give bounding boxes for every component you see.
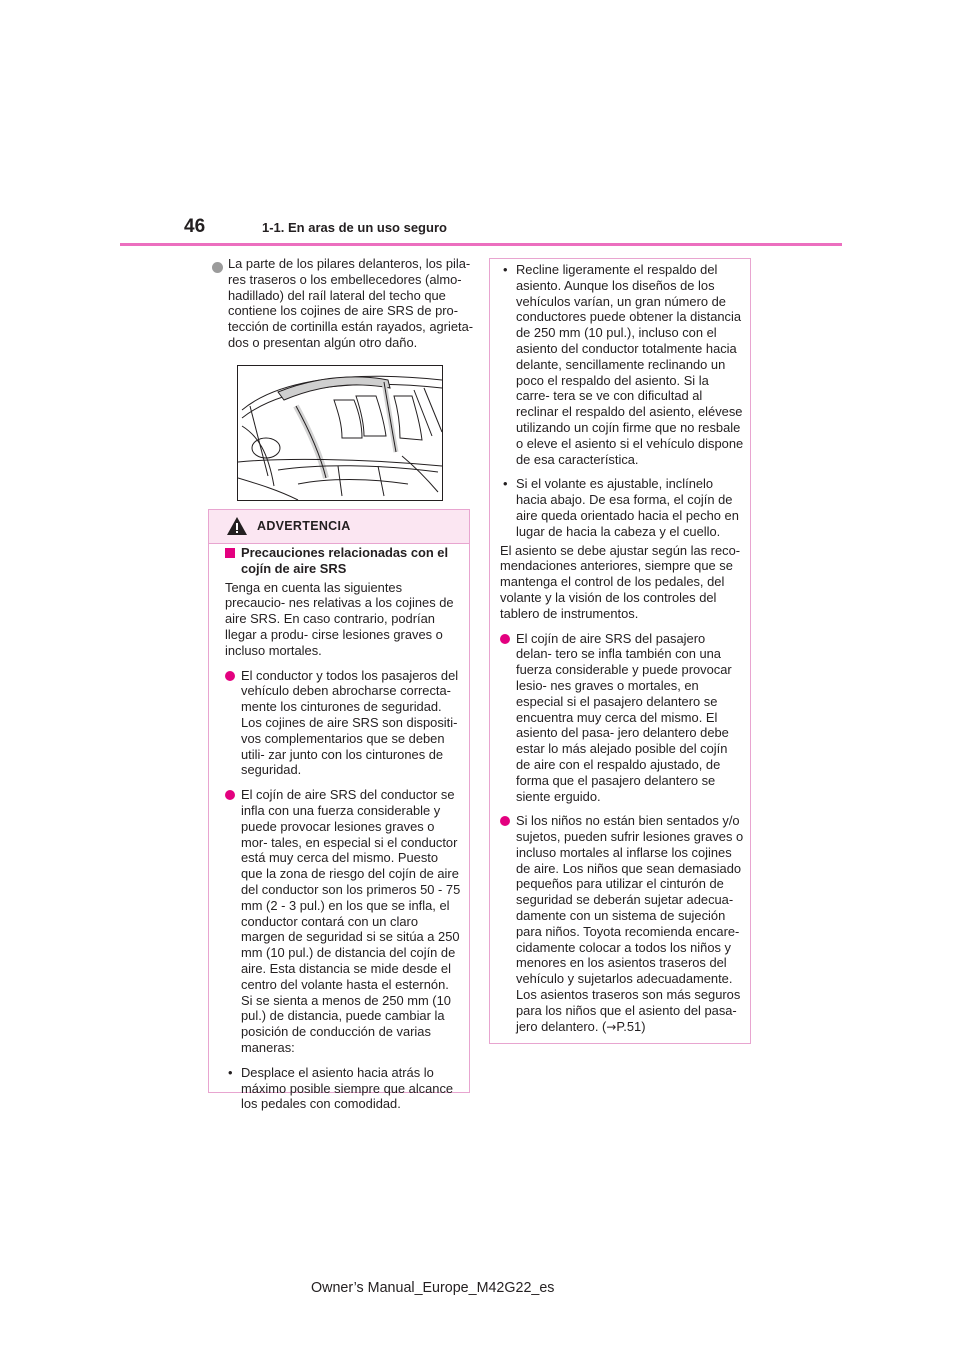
warning-body xyxy=(225,545,461,1112)
dash-bullet-icon: • xyxy=(503,476,508,492)
warning-heading-item xyxy=(225,545,461,577)
warning-box-continued xyxy=(489,258,751,1044)
page-number: 46 xyxy=(184,216,206,237)
warning-dash-1 xyxy=(225,1065,461,1112)
circle-bullet-icon xyxy=(500,816,510,826)
intro-paragraph: La parte de los pilares delanteros, los pila- res traseros o los embellecedores (almo- hadillado) del raíl lateral del techo que contiene los cojines de aire SRS de pro- tección de cortinilla están rayados, agrieta- dos o presentan algún otro daño. xyxy=(228,256,474,350)
warning-triangle-icon xyxy=(226,516,248,536)
circle-bullet-icon xyxy=(225,790,235,800)
circle-bullet-icon xyxy=(500,634,510,644)
section-title: 1-1. En aras de un uso seguro xyxy=(262,220,447,235)
dash-bullet-icon: • xyxy=(503,262,508,277)
warning-dash-2 xyxy=(500,262,744,467)
car-interior-illustration xyxy=(237,365,443,501)
footer-text: Owner’s Manual_Europe_M42G22_es xyxy=(311,1280,555,1296)
dash-bullet-icon: • xyxy=(228,1064,233,1080)
square-bullet-icon xyxy=(225,548,235,558)
warning-item-3 xyxy=(500,631,744,805)
warning-item-1-text: El conductor y todos los pasajeros del vehículo deben abrocharse correcta- mente los cinturones de seguridad. Los cojines de aire SRS son dispositi- vos complementarios que se deben utili- zar junto con los cinturones de seguridad. xyxy=(241,667,459,778)
warning-dash-2-text: Recline ligeramente el respaldo del asiento. Aunque los diseños de los vehículos varían, un gran número de conductores puede obtener la distancia de 250 mm (10 pul.), incluso con el asiento del conductor totalmente hacia delante, sencillamente reclinando un poco el respaldo del asiento. Si la carre- tera se ve con dificultad al reclinar el respaldo del asiento, elévese utilizando un cojín firme que no resbale o eleve el asiento si el vehículo dispone de esa característica. xyxy=(516,262,744,467)
warning-dash-3 xyxy=(500,476,744,539)
warning-item-3-text: El cojín de aire SRS del pasajero delan- tero se infla también con una fuerza considerable y puede provocar lesio- nes graves o mortales, en especial si el pasajero delantero se encuentra muy cerca del mismo. El asiento del pasa- jero delantero debe estar lo más alejado posible del cojín de aire con el respaldo ajustado, de forma que el pasajero delantero se siente erguido. xyxy=(516,630,732,804)
page-reference-link[interactable]: P.51 xyxy=(616,1018,642,1034)
seat-adjust-paragraph: El asiento se debe ajustar según las reco- mendaciones anteriores, siempre que se mantenga el control de los pedales, del volante y la visión de los controles del tablero de instrumentos. xyxy=(500,542,741,621)
warning-item-1 xyxy=(225,668,461,779)
arrow-right-icon: → xyxy=(606,1019,617,1034)
header-rule xyxy=(120,243,842,246)
warning-box xyxy=(208,509,470,1112)
warning-continued-body xyxy=(500,262,744,1035)
grey-bullet-icon xyxy=(212,262,223,273)
warning-item-4 xyxy=(500,813,744,1035)
circle-bullet-icon xyxy=(225,671,235,681)
warning-heading: Precauciones relacionadas con el cojín de aire SRS xyxy=(241,545,449,576)
warning-dash-1-text: Desplace el asiento hacia atrás lo máximo posible siempre que alcance los pedales con comodidad. xyxy=(241,1064,454,1112)
warning-dash-3-text: Si el volante es ajustable, inclínelo hacia abajo. De esa forma, el cojín de aire queda orientado hacia el pecho en lugar de hacia la cabeza y el cuello. xyxy=(516,476,739,539)
warning-title: ADVERTENCIA xyxy=(257,519,351,533)
warning-header xyxy=(209,510,469,544)
warning-item-4-text xyxy=(516,813,744,1035)
warning-item-4-body: Si los niños no están bien sentados y/o sujetos, pueden sufrir lesiones graves o incluso mortales al inflarse los cojines de aire. Los niños que sean demasiado pequeños para utilizar el cinturón de seguridad se deberán sujetar adecua- damente con un sistema de sujeción para niños. Toyota recomienda encare- cidamente colocar a todos los niños y menores en los asientos traseros del vehículo y sujetarlos adecuadamente. Los asientos traseros son más seguros para los niños que el asiento del pasa- jero delantero. ( xyxy=(516,813,744,1034)
warning-intro: Tenga en cuenta las siguientes precaucio- nes relativas a los cojines de aire SRS. En caso contrario, podrían llegar a produ- cirse lesiones graves o incluso mortales. xyxy=(225,579,454,658)
reference-close: ) xyxy=(641,1018,646,1034)
warning-item-2-text: El cojín de aire SRS del conductor se infla con una fuerza considerable y puede provocar lesiones graves o mor- tales, en especial si el conductor está muy cerca del mismo. Puesto que la zona de riesgo del cojín de aire del conductor son los primeros 50 - 75 mm (2 - 3 pul.) en los que se infla, el conductor contará con un claro margen de seguridad si se sitúa a 250 mm (10 pul.) de distancia del cojín de aire. Esta distancia se mide desde el centro del volante hasta el esternón. Si se sienta a menos de 250 mm (10 pul.) de distancia, puede cambiar la posición de conducción de varias maneras: xyxy=(241,787,461,1055)
car-interior-drawing xyxy=(238,366,442,500)
warning-item-2 xyxy=(225,787,461,1056)
